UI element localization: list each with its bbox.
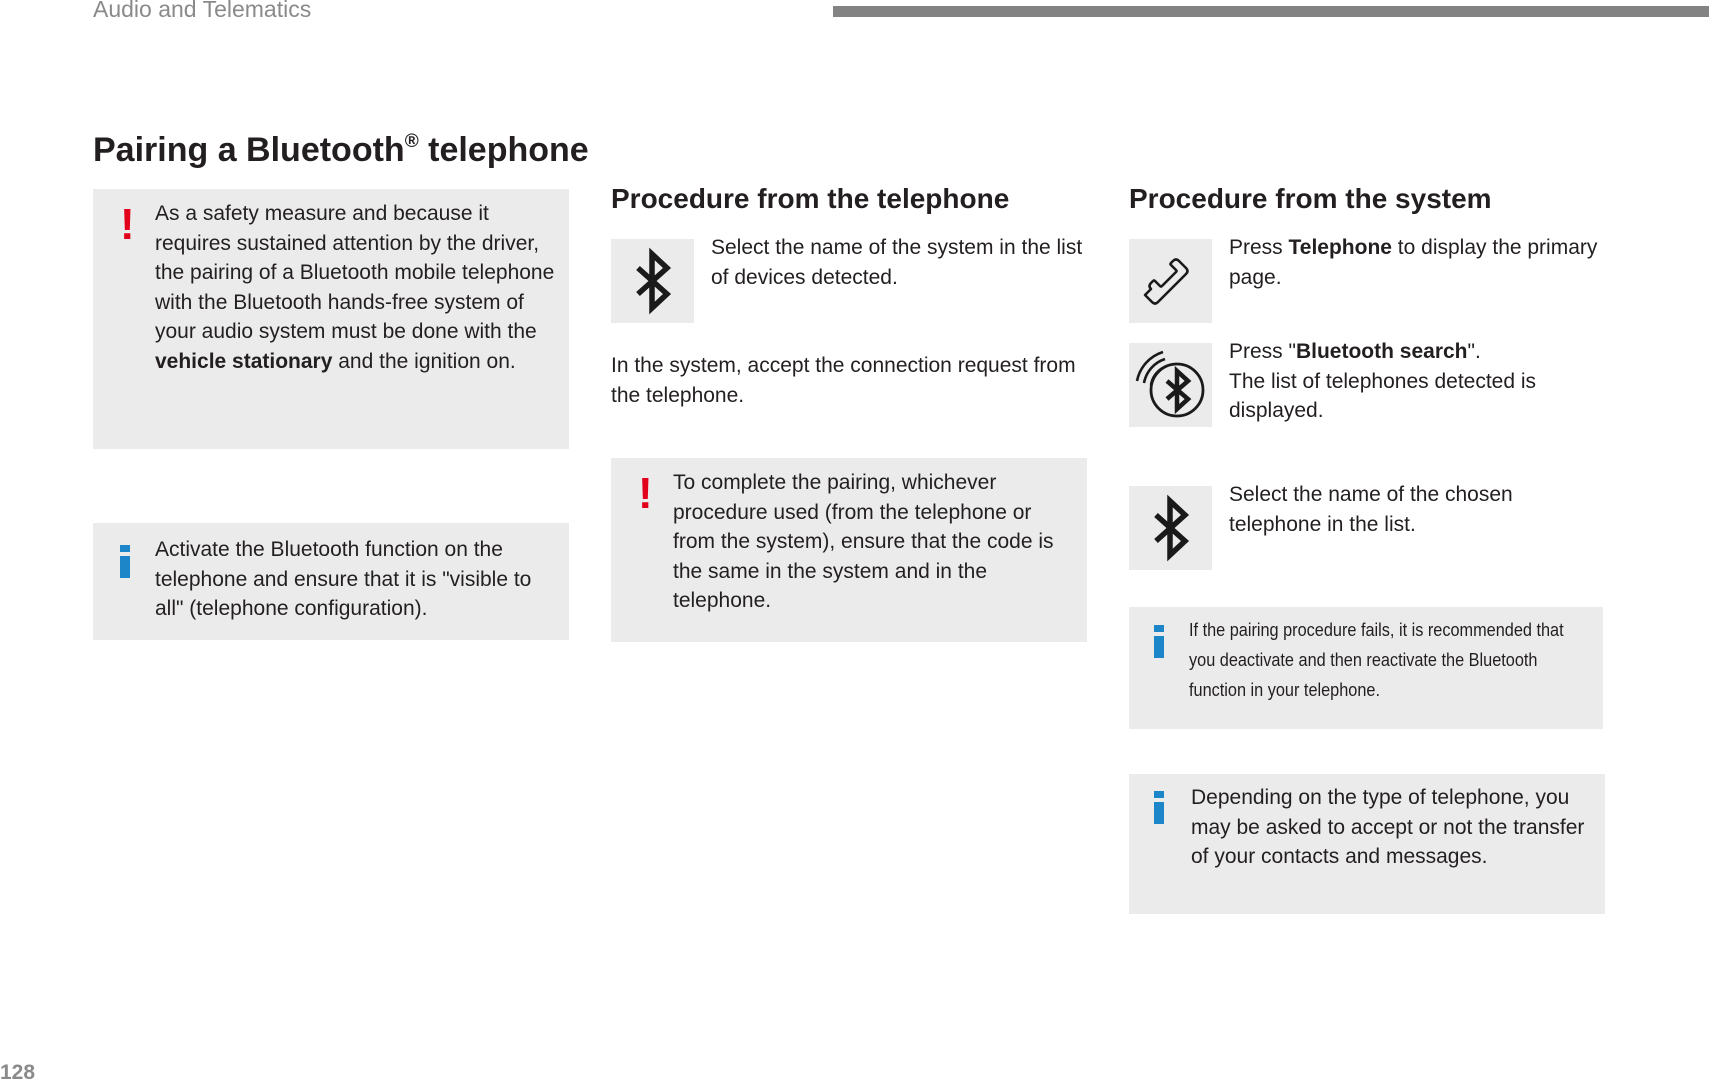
info-icon — [120, 545, 130, 578]
pairing-code-warning-text: To complete the pairing, whichever procedure used (from the telephone or from the system), ensure that the code is the same in the system and in the telephone. — [673, 471, 1054, 612]
section-title: Audio and Telematics — [93, 0, 312, 22]
bluetooth-activation-info-text: Activate the Bluetooth function on the telephone and ensure that it is "visible to all" (telephone configuration). — [155, 538, 532, 620]
page-title — [93, 131, 589, 170]
telephone-step-accept-request: In the system, accept the connection request from the telephone. — [611, 354, 1076, 407]
bluetooth-search-icon — [1129, 343, 1212, 427]
page-number: 128 — [0, 1061, 36, 1084]
phone-icon-tile — [1129, 239, 1212, 323]
bluetooth-search-button-label: Bluetooth search — [1295, 340, 1468, 363]
vehicle-stationary-emphasis: vehicle stationary — [155, 349, 333, 373]
page-title-suffix: telephone — [418, 131, 589, 169]
telephone-button-label: Telephone — [1288, 236, 1392, 259]
system-step-press-telephone: Press Telephone to display the primary page. — [1229, 236, 1598, 289]
bluetooth-icon-tile — [611, 239, 694, 323]
safety-warning-note — [93, 189, 569, 449]
bluetooth-icon — [1129, 486, 1212, 570]
info-icon — [1154, 625, 1164, 658]
phone-handset-icon — [1129, 239, 1212, 323]
telephone-procedure-heading: Procedure from the telephone — [611, 183, 1010, 214]
contacts-transfer-info-text: Depending on the type of telephone, you may be asked to accept or not the transfer of your contacts and messages. — [1191, 786, 1585, 868]
bluetooth-icon — [611, 239, 694, 323]
pairing-failure-info-note — [1129, 607, 1603, 729]
bluetooth-activation-info-note — [93, 523, 569, 640]
header-bar — [833, 6, 1709, 17]
telephones-list-displayed-text: The list of telephones detected is displayed. — [1229, 369, 1537, 422]
bluetooth-search-icon-tile — [1129, 343, 1212, 427]
system-procedure-heading: Procedure from the system — [1129, 183, 1492, 214]
bluetooth-icon-tile — [1129, 486, 1212, 570]
safety-warning-text: As a safety measure and because it requires sustained attention by the driver, the pairing of a Bluetooth mobile telephone with the Bluetooth hands-free system of your audio system must be done with the vehicle stationary and the ignition on. — [155, 202, 555, 373]
exclamation-icon: ! — [638, 469, 653, 518]
registered-mark: ® — [404, 130, 419, 152]
pairing-failure-info-text: If the pairing procedure fails, it is recommended that you deactivate and then reactivate the Bluetooth function in your telephone. — [1189, 619, 1564, 700]
exclamation-icon: ! — [120, 200, 135, 249]
telephone-step-select-system: Select the name of the system in the list of devices detected. — [711, 236, 1083, 289]
pairing-code-warning-note — [611, 458, 1087, 642]
contacts-transfer-info-note — [1129, 774, 1605, 914]
system-step-bluetooth-search: Press "Bluetooth search". The list of telephones detected is displayed. — [1229, 340, 1537, 422]
info-icon — [1154, 791, 1164, 824]
system-step-select-telephone: Select the name of the chosen telephone in the list. — [1229, 483, 1513, 536]
page-title-text: Pairing a Bluetooth — [93, 131, 405, 169]
